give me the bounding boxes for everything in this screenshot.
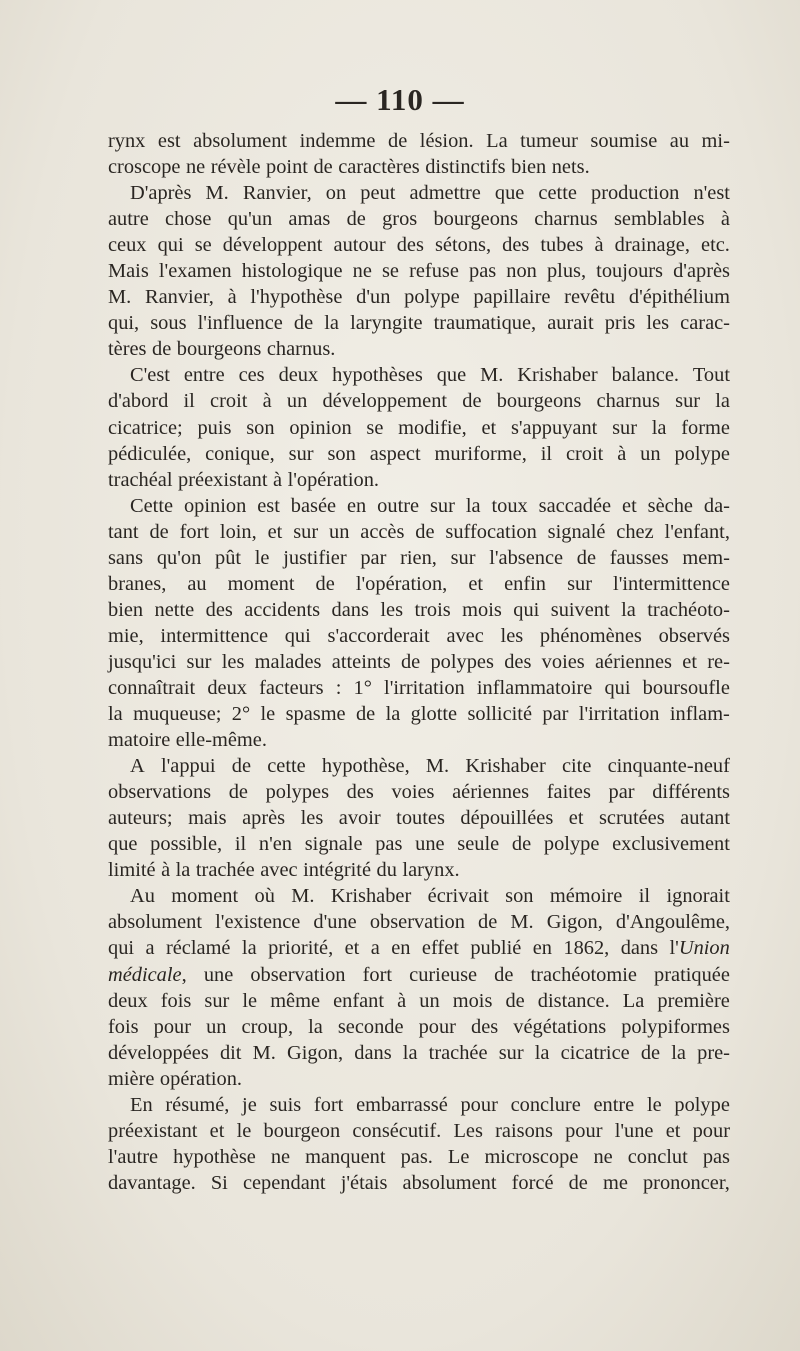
text-line: absolument l'existence d'une observation de M. Gigon, d'Angoulême,: [108, 911, 730, 934]
text-line: Cette opinion est basée en outre sur la toux saccadée et sèche da-: [130, 494, 730, 517]
text-line: matoire elle-même.: [108, 729, 267, 752]
text-line: mière opération.: [108, 1067, 243, 1090]
text-line: Au moment où M. Krishaber écrivait son mémoire il ignorait: [130, 885, 730, 908]
text-line: tères de bourgeons charnus.: [108, 338, 336, 361]
text-line: qui, sous l'influence de la laryngite traumatique, aurait pris les carac-: [108, 312, 730, 335]
text-line: deux fois sur le même enfant à un mois de distance. La première: [108, 989, 730, 1012]
text-line: observations de polypes des voies aériennes faites par différents: [108, 781, 730, 804]
text-line: branes, au moment de l'opération, et enfin sur l'intermittence: [108, 572, 730, 595]
text-line: limité à la trachée avec intégrité du larynx.: [108, 859, 460, 882]
text-line: l'autre hypothèse ne manquent pas. Le microscope ne conclut pas: [108, 1145, 730, 1168]
text-line: croscope ne révèle point de caractères distinctifs bien nets.: [108, 156, 590, 179]
text-line: la muqueuse; 2° le spasme de la glotte sollicité par l'irritation inflam-: [108, 703, 730, 726]
text-line: C'est entre ces deux hypothèses que M. Krishaber balance. Tout: [130, 364, 730, 387]
text-line: jusqu'ici sur les malades atteints de polypes des voies aériennes et re-: [108, 650, 730, 673]
text-line: développées dit M. Gigon, dans la trachée sur la cicatrice de la pre-: [108, 1041, 730, 1064]
text-line: médicale, une observation fort curieuse de trachéotomie pratiquée: [108, 963, 730, 986]
text-line: davantage. Si cependant j'étais absolument forcé de me prononcer,: [108, 1171, 730, 1194]
text-line: En résumé, je suis fort embarrassé pour conclure entre le polype: [130, 1093, 730, 1116]
text-line: d'abord il croit à un développement de bourgeons charnus sur la: [108, 390, 730, 413]
text-line: Mais l'examen histologique ne se refuse pas non plus, toujours d'après: [108, 260, 730, 283]
text-line: tant de fort loin, et sur un accès de suffocation signalé chez l'enfant,: [108, 520, 730, 543]
text-line: ceux qui se développent autour des sétons, des tubes à drainage, etc.: [108, 234, 730, 257]
text-line: D'après M. Ranvier, on peut admettre que cette production n'est: [130, 182, 730, 205]
text-line: autre chose qu'un amas de gros bourgeons charnus semblables à: [108, 208, 730, 231]
body-text: [108, 128, 730, 1196]
text-line: préexistant et le bourgeon consécutif. Les raisons pour l'une et pour: [108, 1119, 730, 1142]
text-line: A l'appui de cette hypothèse, M. Krishaber cite cinquante-neuf: [130, 755, 730, 778]
text-line: sans qu'on pût le justifier par rien, sur l'absence de fausses mem-: [108, 546, 730, 569]
text-line: rynx est absolument indemme de lésion. La tumeur soumise au mi-: [108, 130, 730, 152]
text-line: M. Ranvier, à l'hypothèse d'un polype papillaire revêtu d'épithélium: [108, 286, 730, 309]
text-line: pédiculée, conique, sur son aspect muriforme, il croit à un polype: [108, 442, 730, 465]
text-line: qui a réclamé la priorité, et a en effet publié en 1862, dans l'Union: [108, 937, 730, 960]
text-line: que possible, il n'en signale pas une seule de polype exclusivement: [108, 833, 730, 856]
text-line: mie, intermittence qui s'accorderait avec les phénomènes observés: [108, 624, 730, 647]
text-line: connaîtrait deux facteurs : 1° l'irritation inflammatoire qui boursoufle: [108, 676, 730, 699]
text-line: trachéal préexistant à l'opération.: [108, 468, 380, 491]
text-line: cicatrice; puis son opinion se modifie, et s'appuyant sur la forme: [108, 416, 730, 439]
page-number: — 110 —: [335, 82, 465, 117]
text-line: bien nette des accidents dans les trois mois qui suivent la trachéoto-: [108, 598, 730, 621]
text-line: fois pour un croup, la seconde pour des végétations polypiformes: [108, 1015, 730, 1038]
text-line: auteurs; mais après les avoir toutes dépouillées et scrutées autant: [108, 807, 730, 830]
